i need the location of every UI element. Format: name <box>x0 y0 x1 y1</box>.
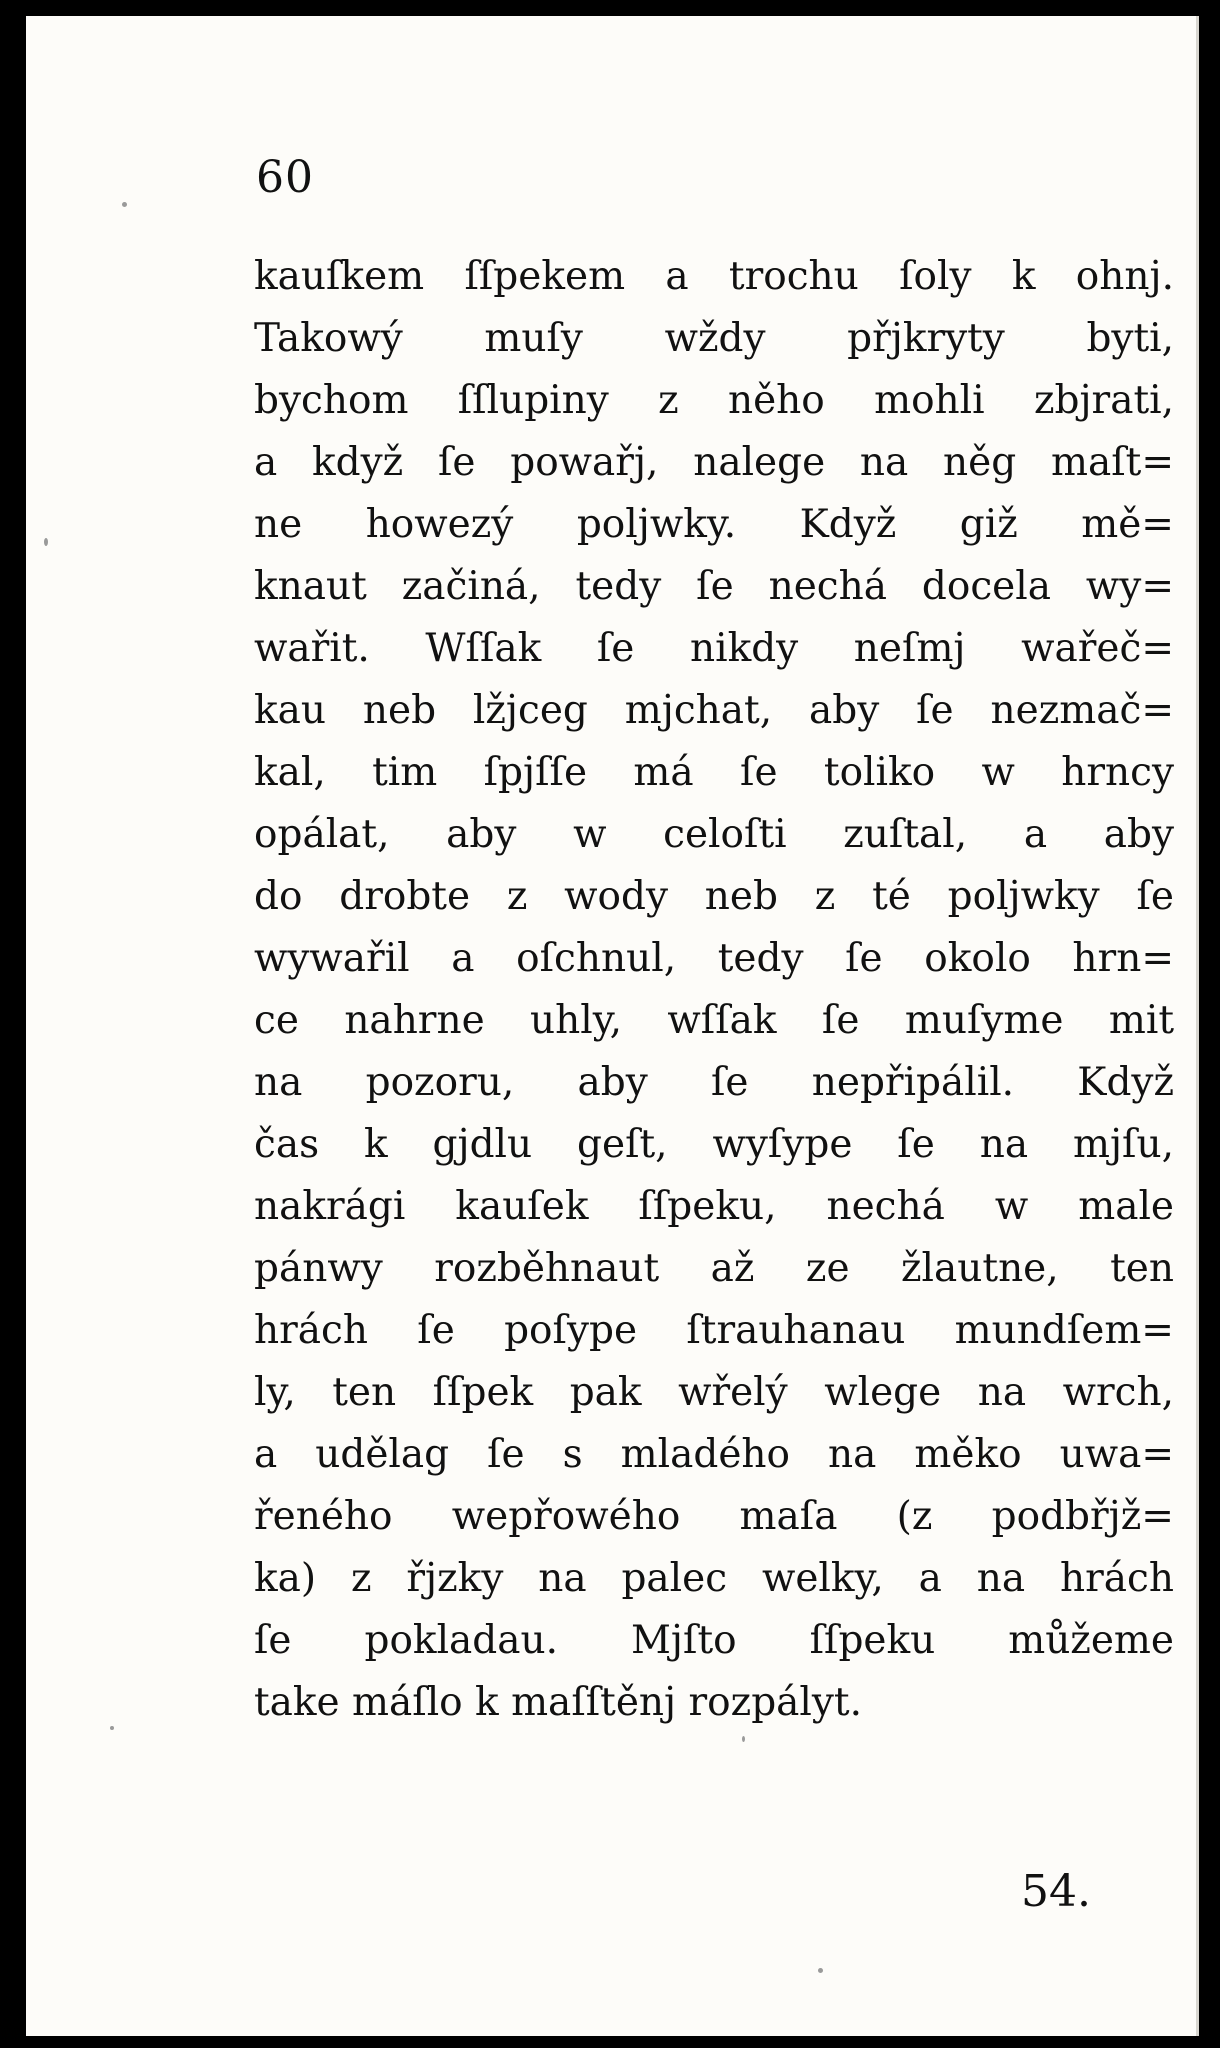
text-line: kauſkem ſſpekem a trochu ſoly k ohnj. <box>254 254 1174 299</box>
text-line: řeného wepřowého maſa (z podbřjž= <box>254 1494 1174 1539</box>
text-line: ka) z řjzky na palec welky, a na hrách <box>254 1556 1174 1601</box>
text-line: take máſlo k maſſtěnj rozpályt. <box>254 1680 863 1725</box>
text-line: wywařil a oſchnul, tedy ſe okolo hrn= <box>254 936 1174 981</box>
paper-speck <box>818 1968 823 1973</box>
text-line: hrách ſe poſype ſtrauhanau mundſem= <box>254 1308 1174 1353</box>
text-line: pánwy rozběhnaut až ze žlautne, ten <box>254 1246 1174 1291</box>
paper-speck <box>742 1736 745 1742</box>
paper-speck <box>122 202 127 207</box>
text-line: do drobte z wody neb z té poljwky ſe <box>254 874 1174 919</box>
text-line: ne howezý poljwky. Když giž mě= <box>254 502 1174 547</box>
text-line: ſe pokladau. Mjſto ſſpeku můžeme <box>254 1618 1174 1663</box>
text-line: knaut začiná, tedy ſe nechá docela wy= <box>254 564 1174 609</box>
text-line: kau neb lžjceg mjchat, aby ſe nezmač= <box>254 688 1174 733</box>
text-line: nakrági kauſek ſſpeku, nechá w male <box>254 1184 1174 1229</box>
text-line: ly, ten ſſpek pak wřelý wlege na wrch, <box>254 1370 1174 1415</box>
text-line: Takowý muſy wždy přjkryty byti, <box>254 316 1174 361</box>
paper-speck <box>44 538 48 546</box>
text-line: a když ſe powařj, nalege na něg maſt= <box>254 440 1174 485</box>
book-page <box>26 16 1199 2036</box>
text-line: na pozoru, aby ſe nepřipálil. Když <box>254 1060 1174 1105</box>
text-line: kal, tim ſpjſſe má ſe toliko w hrncy <box>254 750 1174 795</box>
body-text <box>254 246 1174 1734</box>
text-line: wařit. Wſſak ſe nikdy neſmj wařeč= <box>254 626 1174 671</box>
paper-speck <box>110 1726 114 1730</box>
text-line: ce nahrne uhly, wſſak ſe muſyme mit <box>254 998 1174 1043</box>
text-line: čas k gjdlu geſt, wyſype ſe na mjſu, <box>254 1122 1174 1167</box>
text-line: bychom ſſlupiny z něho mohli zbjrati, <box>254 378 1174 423</box>
text-line: a udělag ſe s mladého na měko uwa= <box>254 1432 1174 1477</box>
text-line: opálat, aby w celoſti zuſtal, a aby <box>254 812 1174 857</box>
signature-mark: 54. <box>1021 1866 1091 1917</box>
page-number: 60 <box>256 152 314 203</box>
